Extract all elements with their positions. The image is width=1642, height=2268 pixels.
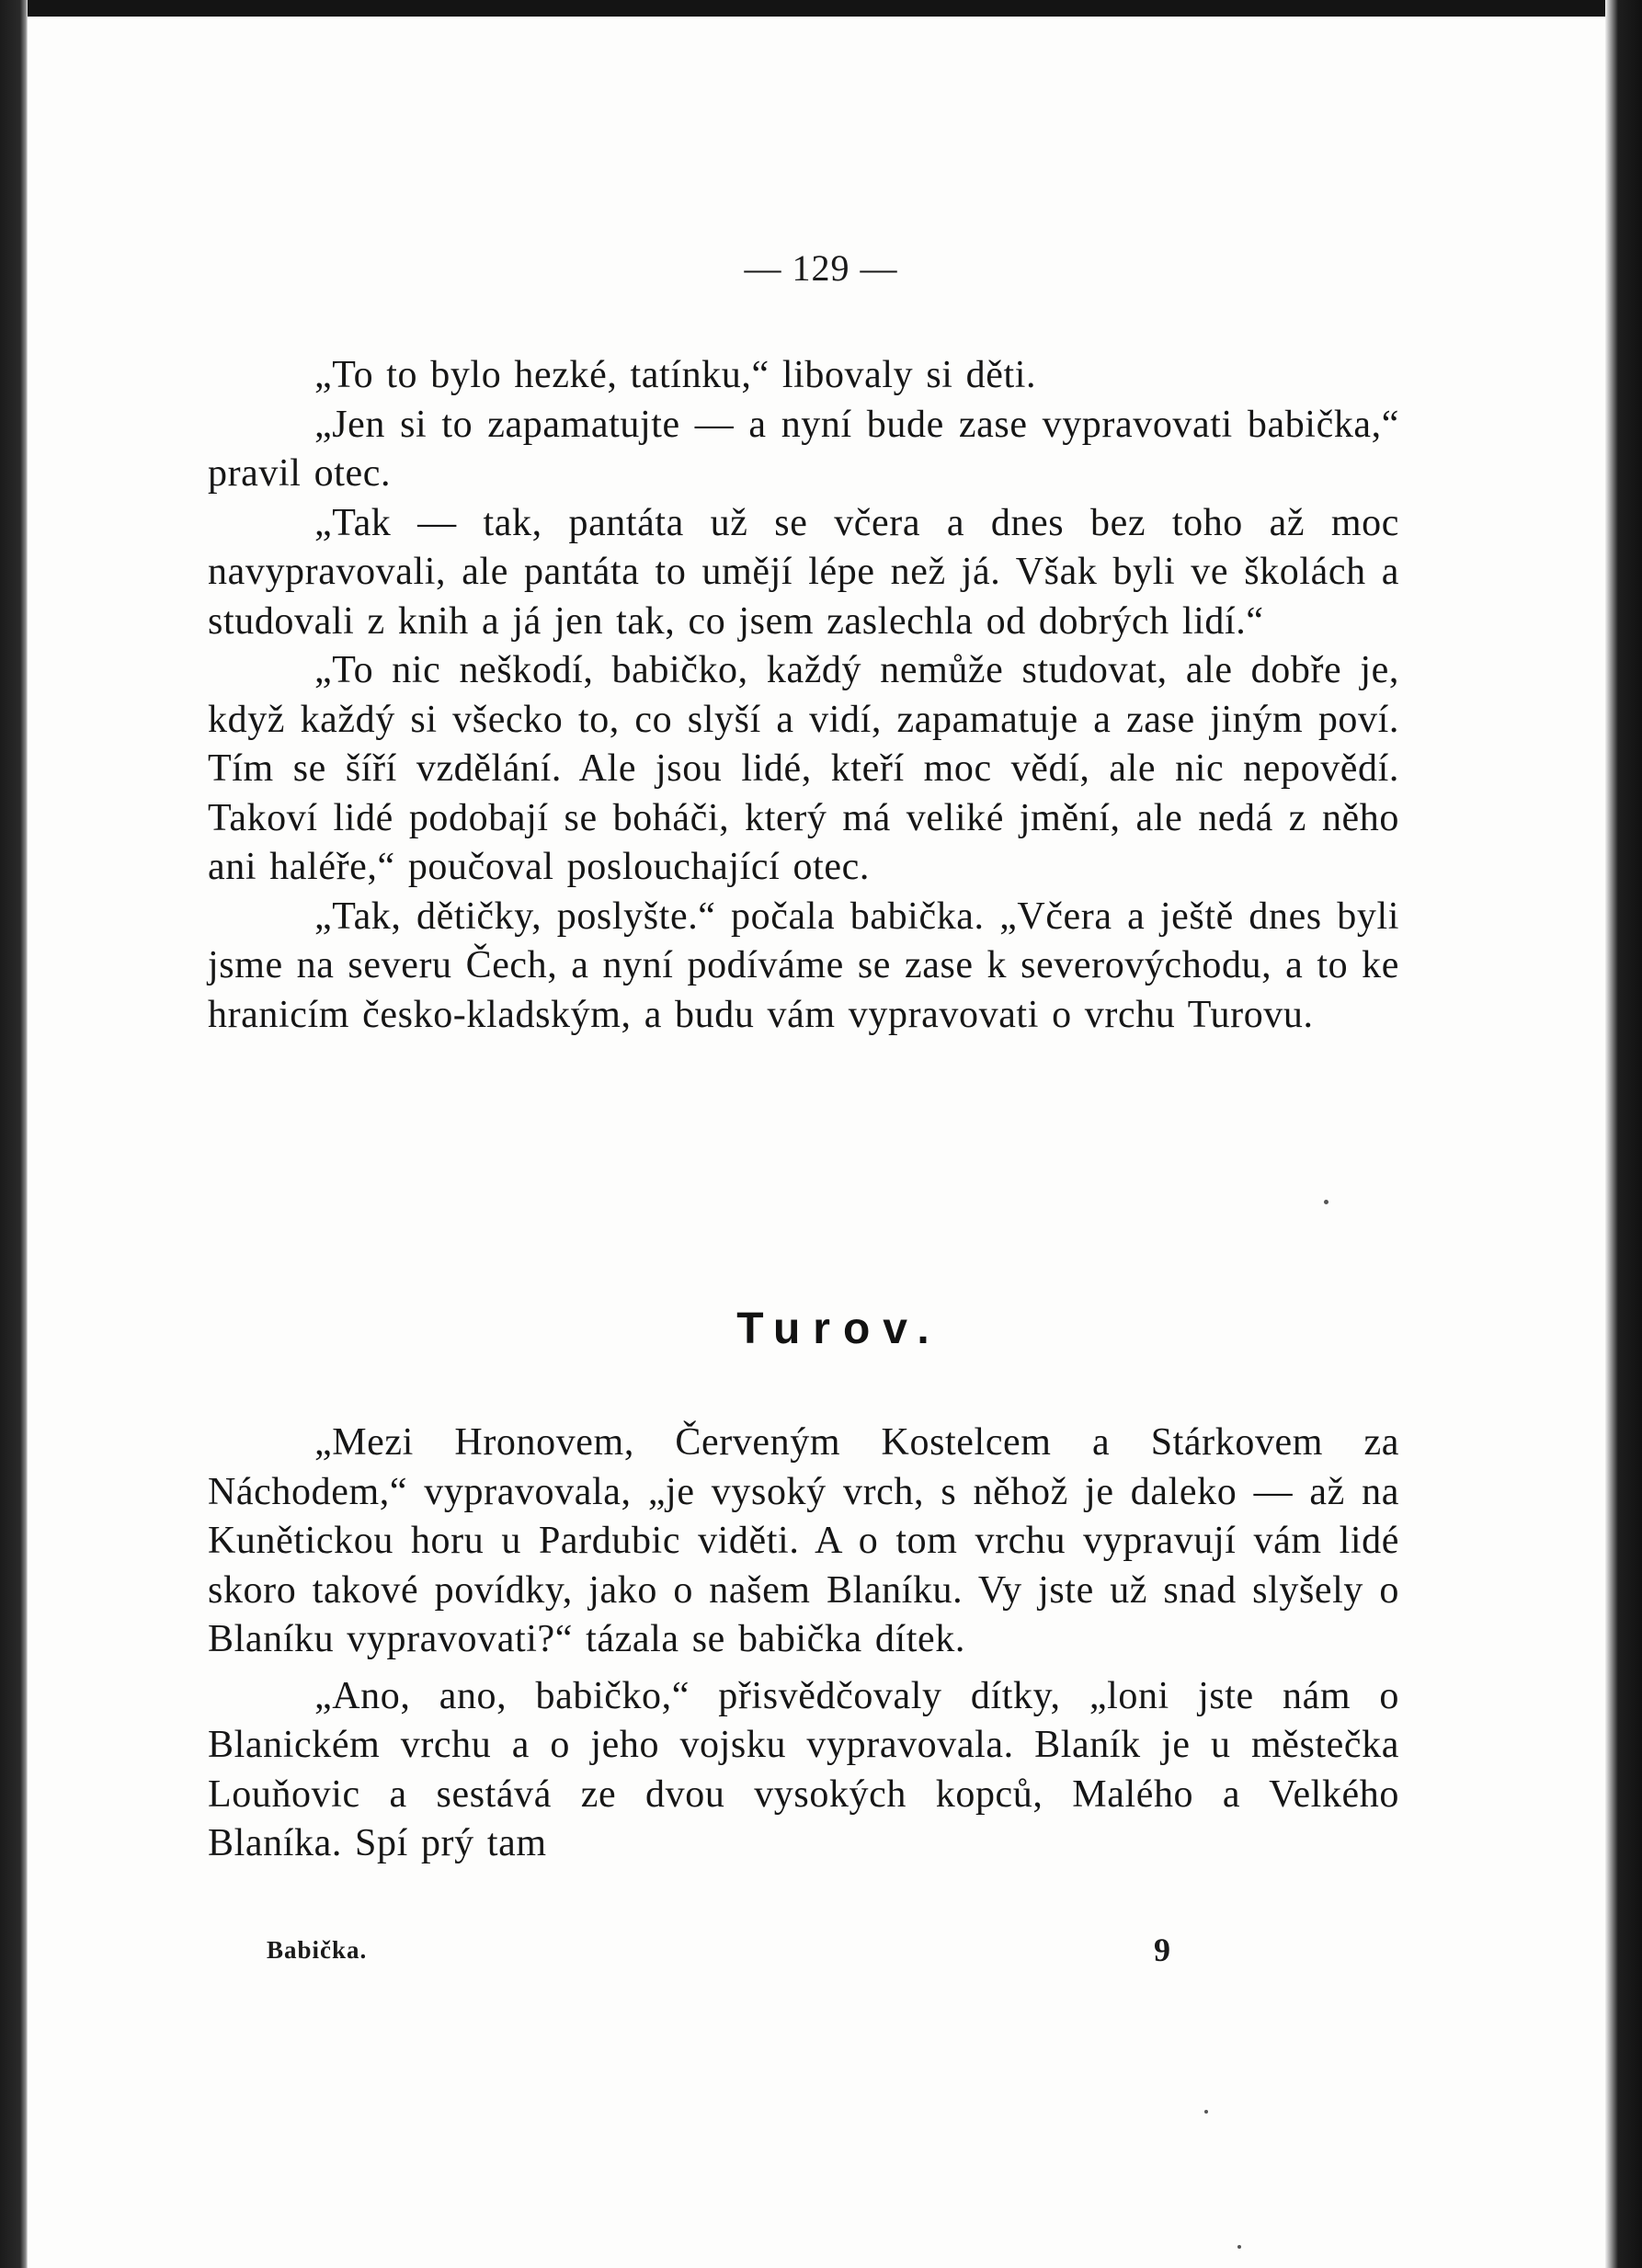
page-number: — 129 — <box>744 247 898 289</box>
scan-speck <box>1324 1200 1328 1204</box>
top-text-block <box>208 351 1399 1040</box>
footer-signature: Babička. <box>267 1936 368 1964</box>
section-heading: Turov. <box>736 1305 942 1353</box>
scan-speck <box>1204 2110 1208 2114</box>
scan-left-border <box>0 0 28 2268</box>
paragraph: „Mezi Hronovem, Červeným Kostelcem a Stárkovem za Náchodem,“ vypravovala, „je vysoký vrch, s něhož je daleko — až na Kunětickou horu u Pardubic viděti. A o tom vrchu vypravují vám lidé skoro takové povídky, jako o našem Blaníku. Vy jste už snad slyšely o Blaníku vypravovati?“ tázala se babička dítek. <box>208 1421 1399 1660</box>
paragraph: „Jen si to zapamatujte — a nyní bude zase vypravovati babička,“ pravil otec. <box>208 403 1399 495</box>
footer-sheet-number: 9 <box>1154 1932 1170 1968</box>
scan-speck <box>1237 2245 1241 2249</box>
paragraph: „Ano, ano, babičko,“ přisvědčovaly dítky, „loni jste nám o Blanickém vrchu a o jeho vojsku vypravovala. Blaník je u městečka Louňovic a sestává ze dvou vysokých kopců, Malého a Velkého Blaníka. Spí prý tam <box>208 1674 1399 1864</box>
scan-top-border <box>0 0 1642 17</box>
bottom-text-block <box>208 1419 1399 1869</box>
scan-right-border <box>1605 0 1642 2268</box>
paragraph: „Tak, dětičky, poslyšte.“ počala babička. „Včera a ještě dnes byli jsme na severu Čech, a nyní podíváme se zase k severovýchodu, a to ke hranicím česko-kladským, a budu vám vypravovati o vrchu Turovu. <box>208 895 1399 1036</box>
paragraph: „To nic neškodí, babičko, každý nemůže studovat, ale dobře je, když každý si všecko to, co slyší a vidí, zapamatuje a zase jiným poví. Tím se šíří vzdělání. Ale jsou lidé, kteří moc vědí, ale nic nepovědí. Takoví lidé podobají se boháči, který má veliké jmění, ale nedá z něho ani haléře,“ poučoval poslouchající otec. <box>208 649 1399 888</box>
paragraph: „Tak — tak, pantáta už se včera a dnes bez toho až moc navypravovali, ale pantáta to umějí lépe než já. Však byli ve školách a studovali z knih a já jen tak, co jsem zaslechla od dobrých lidí.“ <box>208 501 1399 643</box>
paragraph: „To to bylo hezké, tatínku,“ libovaly si děti. <box>314 354 1037 396</box>
